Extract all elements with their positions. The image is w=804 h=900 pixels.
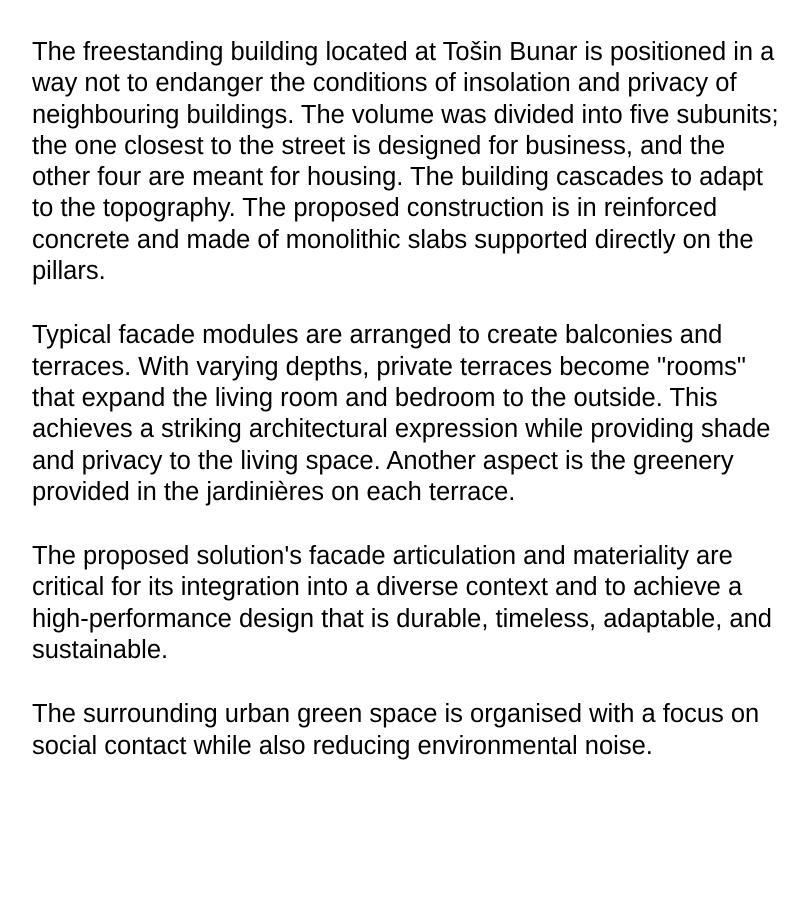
paragraph-site-and-structure: The freestanding building located at Tošin Bunar is positioned in a way not to endanger the conditions of insolation and privacy of neighbouring buildings. The volume was divided into five subunits; the one closest to the street is designed for business, and the other four are meant for housing. The building cascades to adapt to the topography. The proposed construction is in reinforced concrete and made of monolithic slabs supported directly on the pillars. <box>32 38 779 286</box>
paragraph-facade-terraces: Typical facade modules are arranged to create balconies and terraces. With varying depths, private terraces become "rooms" that expand the living room and bedroom to the outside. This achieves a striking architectural expression while providing shade and privacy to the living space. Another aspect is the greenery provided in the jardinières on each terrace. <box>32 321 771 506</box>
paragraph-articulation-materiality: The proposed solution's facade articulation and materiality are critical for its integration into a diverse context and to achieve a high-performance design that is durable, timeless, adaptable, and sustainable. <box>32 542 772 665</box>
paragraph-urban-green-space: The surrounding urban green space is organised with a focus on social contact while also reducing environmental noise. <box>32 700 760 760</box>
